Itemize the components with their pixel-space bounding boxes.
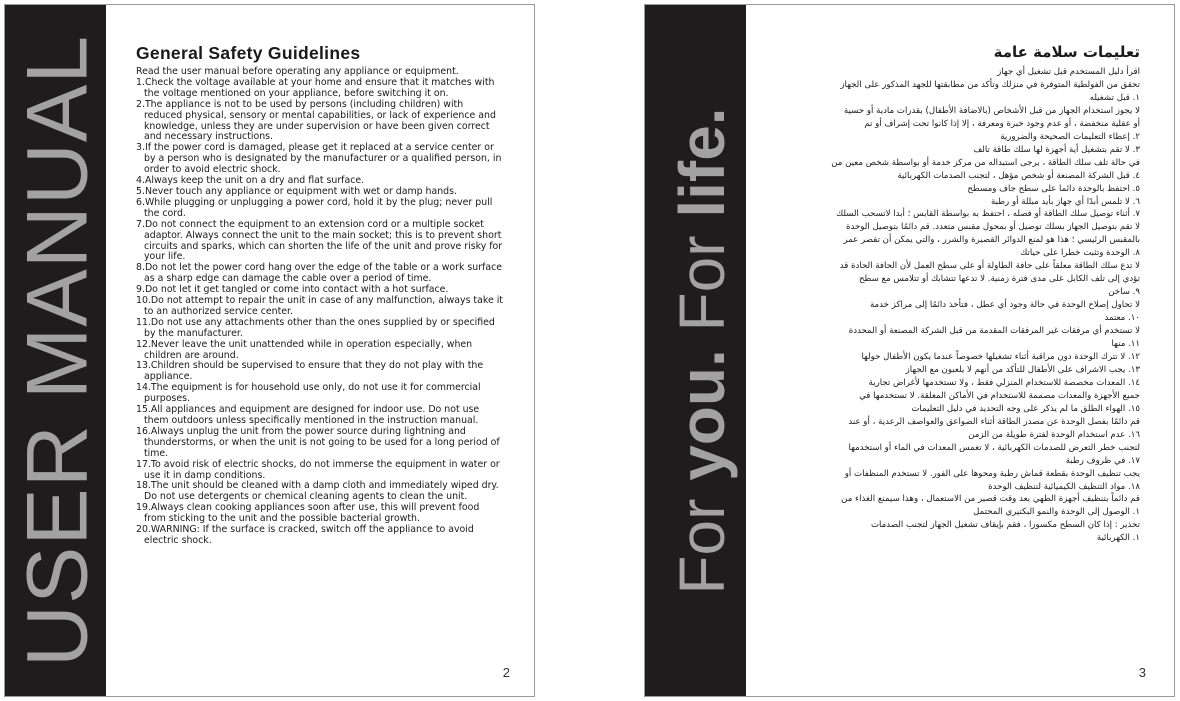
english-item: 4.Always keep the unit on a dry and flat surface. bbox=[136, 175, 365, 187]
page-number-left: 2 bbox=[502, 665, 510, 680]
arabic-line: ١٢. لا تترك الوحدة دون مراقبة أثناء تشغيلها خصوصاً عندما يكون الأطفال حولها bbox=[861, 351, 1140, 362]
english-item: 6.While plugging or unplugging a power cord, hold it by the plug; never pull the cord. bbox=[136, 196, 493, 219]
arabic-line: ١١. منها bbox=[1111, 339, 1140, 350]
arabic-line: لا تقم بتوصيل الجهاز بسلك توصيل أو بمحول مقبس متعدد. قم دائمًا بتوصيل الوحدة bbox=[845, 222, 1140, 233]
english-title: General Safety Guidelines bbox=[136, 43, 361, 63]
arabic-title: تعليمات سلامة عامة bbox=[993, 43, 1140, 61]
arabic-line: لا تستخدم أي مرفقات غير المرفقات المقدمة من قبل الشركة المصنعة أو المحددة bbox=[848, 326, 1140, 337]
arabic-line: ٥. احتفظ بالوحدة دائما على سطح جاف ومسطح bbox=[967, 183, 1140, 194]
english-items-list bbox=[136, 78, 504, 547]
english-item: 16.Always unplug the unit from the power source during lightning and thunderstorms, or when the unit is not going to be used for a long period of time. bbox=[136, 425, 500, 459]
arabic-line: تحقق من الفولطية المتوفرة في منزلك وتأكد من مطابقتها للجهد المذكور على الجهاز bbox=[840, 79, 1140, 90]
english-item: 20.WARNING: If the surface is cracked, switch off the appliance to avoid electric shock. bbox=[136, 524, 474, 546]
arabic-line: لتجنب خطر التعرض للصدمات الكهربائية ، لا تغمس المعدات في الماء أو استخدمها bbox=[848, 442, 1140, 453]
arabic-line: ١٤. المعدات مخصصة للاستخدام المنزلي فقط ، ولا تستخدمها لأغراض تجارية bbox=[868, 377, 1140, 388]
english-item: 10.Do not attempt to repair the unit in case of any malfunction, always take it to an authorized service center. bbox=[136, 295, 503, 317]
arabic-guidelines bbox=[763, 43, 1140, 545]
english-item: 9.Do not let it get tangled or come into contact with a hot surface. bbox=[136, 284, 449, 296]
english-item: 3.If the power cord is damaged, please get it replaced at a service center or by a person who is designated by the manufacturer or a qualified person, in order to avoid electric shock. bbox=[136, 142, 502, 176]
english-item: 15.All appliances and equipment are designed for indoor use. Do not use them outdoors unless specifically mentioned in the instruction manual. bbox=[136, 404, 480, 426]
english-item: 8.Do not let the power cord hang over the edge of the table or a work surface as a sharp edge can damage the cable over a period of time. bbox=[136, 262, 503, 285]
user-manual-band-text: USER MANUAL bbox=[9, 34, 105, 667]
arabic-lines-list bbox=[763, 66, 1140, 545]
arabic-line: ١٥. الهواء الطلق ما لم يذكر على وجه التحديد في دليل التعليمات bbox=[911, 403, 1140, 414]
english-item: 13.Children should be supervised to ensure that they do not play with the appliance. bbox=[136, 360, 484, 383]
arabic-line: لا تدع سلك الطاقة معلقاً على حافة الطاولة أو على سطح العمل لأن الحافة الحادة قد bbox=[839, 261, 1140, 272]
arabic-line: اقرأ دليل المستخدم قبل تشغيل أي جهاز bbox=[997, 67, 1140, 77]
arabic-line: ٧. أثناء توصيل سلك الطاقة أو فصله ، احتفظ به بواسطة القابس ؛ أبدا لاتسحب السلك bbox=[836, 209, 1140, 220]
english-item: 7.Do not connect the equipment to an extension cord or a multiple socket adaptor. Always connect the unit to the main socket; this is to prevent short circuits and sparks, which can shorten the life of the unit and prove risky for your life. bbox=[136, 218, 503, 263]
left-side-band bbox=[5, 5, 106, 696]
arabic-line: جميع الأجهزة والمعدات مصممة للاستخدام في الأماكن المغلقة. لا تستخدمها في bbox=[859, 390, 1140, 401]
arabic-line: أو عقلية منخفضة ، أو عدم وجود خبرة ومعرفة ، إلا إذا كانوا تحت إشراف أو تم bbox=[864, 118, 1140, 129]
english-item: 2.The appliance is not to be used by persons (including children) with reduced physical, sensory or mental capabilities, or lack of experience and knowledge, unless they are under supervision or have been given correct and necessary instructions. bbox=[136, 98, 496, 143]
arabic-line: قم دائماً بتنظيف أجهزة الطهي بعد وقت قصير من الاستعمال ، وهذا سيمنع الغذاء من bbox=[841, 494, 1140, 505]
arabic-line: ١٨. مواد التنظيف الكيميائية لتنظيف الوحدة bbox=[988, 481, 1140, 492]
english-item: 18.The unit should be cleaned with a damp cloth and immediately wiped dry. Do not use detergents or chemical cleaning agents to clean the unit. bbox=[136, 480, 499, 503]
arabic-line: ٤. قبل الشركة المصنعة أو شخص مؤهل ، لتجنب الصدمات الكهربائية bbox=[897, 170, 1140, 181]
english-item: 17.To avoid risk of electric shocks, do not immerse the equipment in water or use it in damp conditions. bbox=[136, 458, 500, 481]
arabic-line: ٨. الوحدة وتثبت خطرا على حياتك bbox=[1020, 248, 1140, 259]
arabic-line: ٦. لا تلمس أبدًا أي جهاز بأيد مبللة أو رطبة bbox=[991, 196, 1140, 207]
arabic-line: ٢. إعطاء التعليمات الصحيحة والضرورية bbox=[1000, 131, 1140, 142]
arabic-line: ١٦. عدم استخدام الوحدة لفترة طويلة من الزمن bbox=[968, 429, 1140, 440]
arabic-line: في حالة تلف سلك الطاقة ، يرجى استبداله من مركز خدمة أو بواسطة شخص معين من bbox=[831, 157, 1140, 168]
slogan-life: life. bbox=[665, 106, 738, 218]
slogan-band-text bbox=[665, 107, 739, 594]
english-item: 19.Always clean cooking appliances soon after use, this will prevent food from sticking to the unit and the possible bacterial growth. bbox=[136, 502, 480, 525]
arabic-line: ١. قبل تشغيله bbox=[1089, 92, 1140, 103]
arabic-line: تؤدي إلى تلف الكابل على مدى فترة زمنية. لا تدعها تتشابك أو تتلامس مع سطح bbox=[858, 274, 1140, 285]
arabic-line: ١٣. يجب الاشراف على الأطفال للتأكد من أنهم لا يلعبون مع الجهاز bbox=[905, 364, 1140, 375]
arabic-line: ١. الكهربائية bbox=[1096, 533, 1140, 544]
english-item: 12.Never leave the unit unattended while in operation especially, when children are around. bbox=[136, 338, 473, 361]
right-page bbox=[644, 4, 1175, 697]
arabic-line: لا يجوز استخدام الجهاز من قبل الأشخاص (بالاضافة الأطفال) بقدرات مادية أو حسية bbox=[843, 105, 1140, 116]
left-page bbox=[4, 4, 535, 697]
arabic-line: ١٠. معتمد bbox=[1104, 313, 1140, 324]
slogan-you: you. bbox=[665, 348, 738, 481]
arabic-line: ٩. ساخن bbox=[1108, 287, 1140, 298]
arabic-line: قم دائمًا بفصل الوحدة عن مصدر الطاقة أثناء الصواعق والعواصف الرعدية ، أو عند bbox=[848, 416, 1140, 427]
arabic-line: يجب تنظيف الوحدة بقطعة قماش رطبة ومحوها على الفور. لا تستخدم المنظفات أو bbox=[844, 468, 1140, 479]
arabic-line: تحذير : إذا كان السطح مكسورا ، فقم بإيقاف تشغيل الجهاز لتجنب الصدمات bbox=[870, 520, 1140, 531]
english-item: 14.The equipment is for household use only, do not use it for commercial purposes. bbox=[136, 382, 481, 405]
english-guidelines bbox=[136, 43, 504, 547]
arabic-line: ١٧. في ظروف رطبة bbox=[1065, 455, 1140, 466]
arabic-line: ١. الوصول إلى الوحدة والنمو البكتيري المحتمل bbox=[973, 507, 1140, 518]
english-item: 1.Check the voltage available at your home and ensure that it matches with the voltage mentioned on your appliance, before switching it on. bbox=[136, 76, 495, 99]
arabic-line: بالمقبس الرئيسي ؛ هذا هو لمنع الدوائر القصيرة والشرر ، والتي يمكن أن تقصر عمر bbox=[843, 235, 1140, 246]
slogan-for-2: For bbox=[665, 217, 738, 349]
slogan-for-1: For bbox=[665, 480, 738, 595]
page-number-right: 3 bbox=[1138, 665, 1146, 680]
english-item: 11.Do not use any attachments other than the ones supplied by or specified by the manufacturer. bbox=[136, 316, 495, 339]
right-side-band bbox=[645, 5, 746, 696]
arabic-line: لا تحاول إصلاح الوحدة في حالة وجود أي عطل ، فتأخذ دائمًا إلى مراكز خدمة bbox=[869, 300, 1140, 311]
arabic-line: ٣. لا تقم بتشغيل أية أجهزة لها سلك طاقة تالف bbox=[973, 144, 1140, 155]
english-intro: Read the user manual before operating any appliance or equipment. bbox=[136, 66, 459, 77]
english-item: 5.Never touch any appliance or equipment with wet or damp hands. bbox=[136, 185, 457, 197]
